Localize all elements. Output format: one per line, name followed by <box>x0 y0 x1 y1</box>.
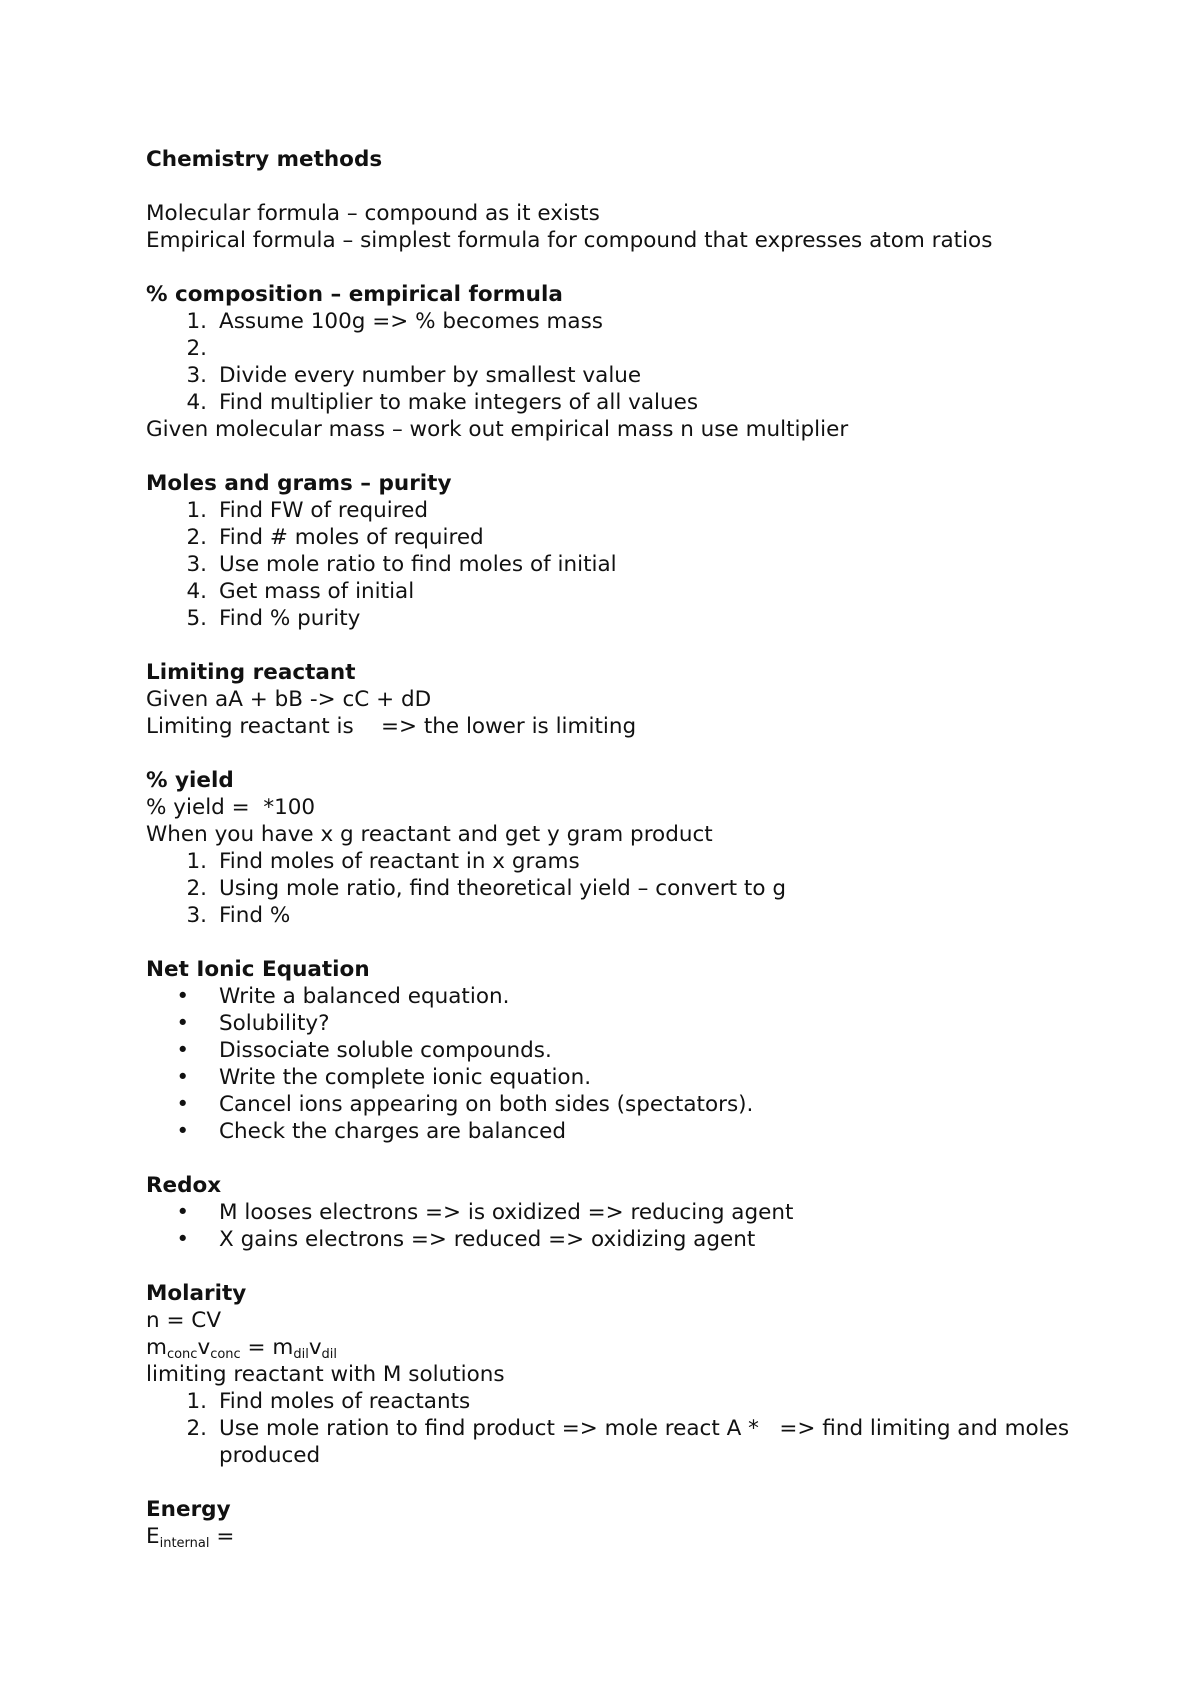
numbered-list <box>146 497 1086 632</box>
section-heading: Molarity <box>146 1281 247 1306</box>
page-title: Chemistry methods <box>146 147 383 172</box>
energy-equation: $E_{internal}$ = <box>146 1524 235 1551</box>
bullet-list <box>146 1199 1086 1253</box>
molarity-section <box>146 1280 1086 1469</box>
bullet-list <box>146 983 1086 1145</box>
list-item: 1. Find moles of reactant in x grams <box>186 849 580 874</box>
list-item: • Write a balanced equation. <box>176 984 510 1009</box>
numbered-list <box>146 848 1086 929</box>
section-heading: Energy <box>146 1497 231 1522</box>
dilution-equation: $m_{conc}v_{conc} = m_{dil}v_{dil}$ <box>146 1335 338 1362</box>
limiting-section <box>146 659 1086 740</box>
yield-section <box>146 767 1086 929</box>
section-heading: Net Ionic Equation <box>146 957 370 982</box>
document-content <box>146 146 1086 1577</box>
list-item: 3. Divide every number by smallest value <box>186 363 642 388</box>
section-heading: Redox <box>146 1173 222 1198</box>
purity-section <box>146 470 1086 632</box>
numbered-list <box>146 308 1086 416</box>
intro-line: Molecular formula – compound as it exists <box>146 201 600 226</box>
list-item: 1. Find moles of reactants <box>186 1389 471 1414</box>
intro-section <box>146 200 1086 254</box>
redox-section <box>146 1172 1086 1253</box>
text-line: When you have x g reactant and get y gram product <box>146 822 713 847</box>
text-line: Limiting reactant is => the lower is limiting <box>146 714 637 739</box>
composition-section <box>146 281 1086 443</box>
note-line: Given molecular mass – work out empirical mass n use multiplier <box>146 417 849 442</box>
ionic-section <box>146 956 1086 1145</box>
list-item: • Cancel ions appearing on both sides (spectators). <box>176 1092 754 1117</box>
text-line: % yield = *100 <box>146 795 316 820</box>
list-item: 3. Use mole ratio to find moles of initial <box>186 552 617 577</box>
section-heading: Limiting reactant <box>146 660 356 685</box>
list-item: • Solubility? <box>176 1011 330 1036</box>
list-item: 2. Using mole ratio, find theoretical yield – convert to g <box>186 876 786 901</box>
list-item: 4. Get mass of initial <box>186 579 415 604</box>
energy-section <box>146 1496 1086 1550</box>
section-heading: Moles and grams – purity <box>146 471 452 496</box>
section-heading: % composition – empirical formula <box>146 282 563 307</box>
list-item: • Dissociate soluble compounds. <box>176 1038 552 1063</box>
list-item: • X gains electrons => reduced => oxidizing agent <box>176 1227 756 1252</box>
list-item: 2. Find # moles of required <box>186 525 484 550</box>
list-item: 1. Assume 100g => % becomes mass <box>186 309 603 334</box>
list-item: • Write the complete ionic equation. <box>176 1065 592 1090</box>
numbered-list <box>146 1388 1086 1469</box>
section-heading: % yield <box>146 768 234 793</box>
list-item: • Check the charges are balanced <box>176 1119 566 1144</box>
text-line: Given aA + bB -> cC + dD <box>146 687 432 712</box>
intro-line: Empirical formula – simplest formula for compound that expresses atom ratios <box>146 228 993 253</box>
list-item: 2. Use mole ration to find product => mole react A * => find limiting and moles produced <box>186 1416 1076 1468</box>
list-item: 3. Find % <box>186 903 291 928</box>
text-line: n = CV <box>146 1308 222 1333</box>
list-item: 2. <box>186 336 207 361</box>
text-line: limiting reactant with M solutions <box>146 1362 505 1387</box>
list-item: • M looses electrons => is oxidized => reducing agent <box>176 1200 794 1225</box>
list-item: 1. Find FW of required <box>186 498 428 523</box>
list-item: 5. Find % purity <box>186 606 361 631</box>
list-item: 4. Find multiplier to make integers of all values <box>186 390 699 415</box>
